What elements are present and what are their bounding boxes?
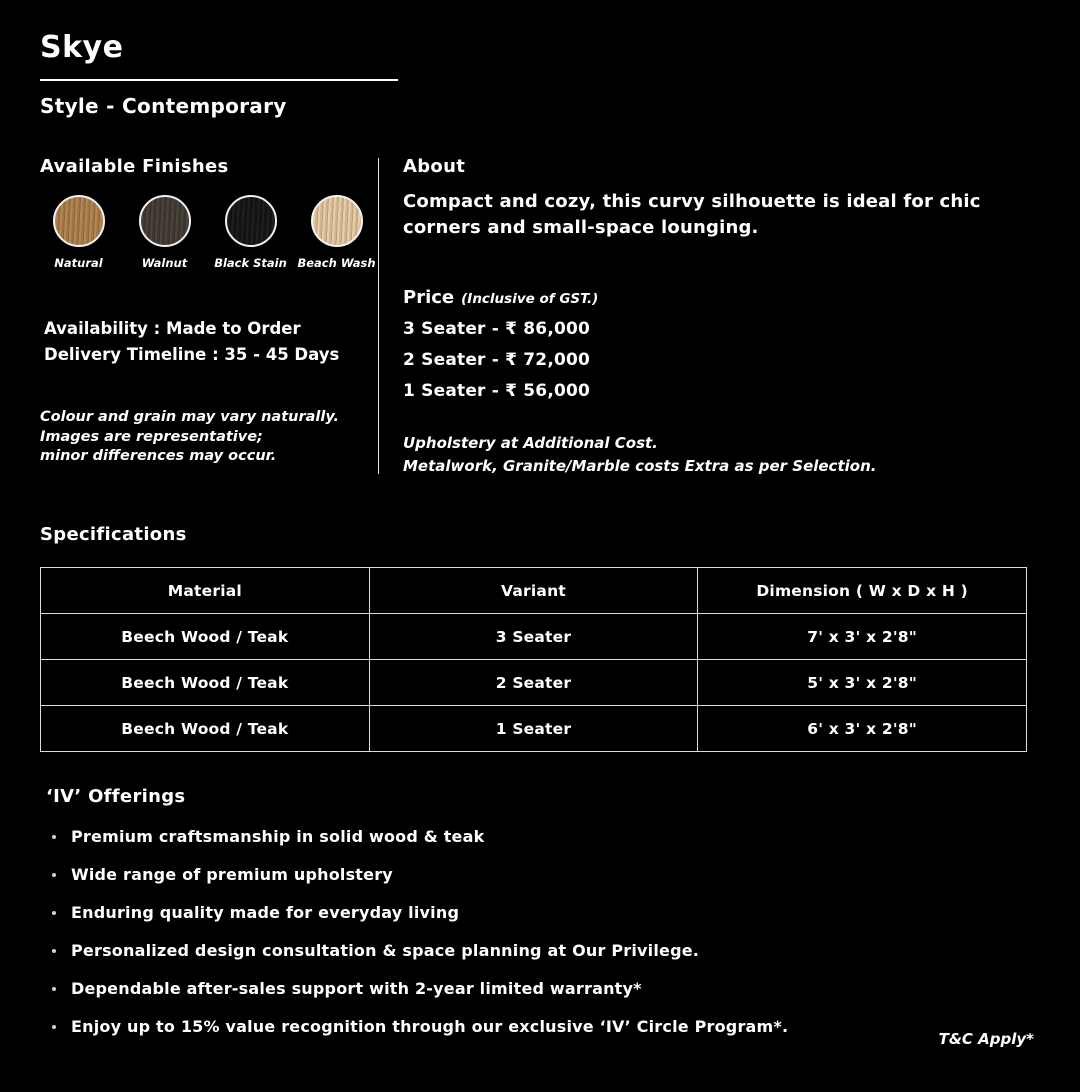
finish-swatch-natural	[53, 195, 105, 247]
list-item	[52, 865, 1040, 884]
bullet-icon	[52, 1025, 56, 1029]
cell-dimension: 6' x 3' x 2'8"	[698, 706, 1027, 752]
table-row	[41, 614, 1027, 660]
about-price-column	[379, 156, 1040, 478]
about-text: Compact and cozy, this curvy silhouette is ideal for chic corners and small-space lounging.	[403, 191, 981, 238]
finish-label: Walnut	[141, 256, 188, 270]
availability-line: Availability : Made to Order	[44, 319, 301, 338]
cell-material: Beech Wood / Teak	[41, 614, 370, 660]
list-item	[52, 903, 1040, 922]
offering-text: Enjoy up to 15% value recognition through our exclusive ‘IV’ Circle Program*.	[71, 1017, 789, 1036]
price-block	[403, 287, 1040, 401]
finish-item-black-stain	[212, 195, 289, 270]
cell-dimension: 7' x 3' x 2'8"	[698, 614, 1027, 660]
price-line-2-seater: 2 Seater - ₹ 72,000	[403, 350, 591, 370]
bullet-icon	[52, 949, 56, 953]
cell-variant: 2 Seater	[369, 660, 698, 706]
price-heading-row	[403, 287, 1040, 308]
title-underline	[40, 79, 398, 81]
finish-item-beach-wash	[298, 195, 375, 270]
cell-variant: 3 Seater	[369, 614, 698, 660]
price-disclaimer	[403, 432, 1040, 478]
specifications-heading: Specifications	[40, 524, 187, 545]
column-header-material: Material	[41, 568, 370, 614]
terms-note: T&C Apply*	[938, 1030, 1034, 1048]
list-item	[52, 827, 1040, 846]
table-row	[41, 706, 1027, 752]
finish-swatches	[40, 195, 378, 270]
bullet-icon	[52, 835, 56, 839]
column-header-variant: Variant	[369, 568, 698, 614]
column-header-dimension: Dimension ( W x D x H )	[698, 568, 1027, 614]
finish-swatch-beach-wash	[311, 195, 363, 247]
finish-disclaimer-line: minor differences may occur.	[40, 448, 277, 464]
gst-note: (Inclusive of GST.)	[461, 291, 599, 307]
offerings-section	[40, 786, 1040, 1036]
finishes-heading: Available Finishes	[40, 156, 229, 177]
finishes-column	[40, 156, 378, 478]
top-section	[40, 156, 1040, 478]
finish-disclaimer-line: Colour and grain may vary naturally.	[40, 409, 339, 425]
bullet-icon	[52, 873, 56, 877]
bullet-icon	[52, 987, 56, 991]
offering-text: Wide range of premium upholstery	[71, 865, 393, 884]
specifications-table	[40, 567, 1027, 752]
offerings-heading: ‘IV’ Offerings	[46, 786, 186, 807]
offering-text: Premium craftsmanship in solid wood & teak	[71, 827, 485, 846]
list-item	[52, 941, 1040, 960]
price-disclaimer-line: Upholstery at Additional Cost.	[403, 434, 658, 452]
offering-text: Dependable after-sales support with 2-year limited warranty*	[71, 979, 642, 998]
cell-material: Beech Wood / Teak	[41, 660, 370, 706]
product-title: Skye	[40, 30, 124, 65]
finish-label: Natural	[54, 256, 103, 270]
price-disclaimer-line: Metalwork, Granite/Marble costs Extra as per Selection.	[403, 457, 877, 475]
list-item	[52, 1017, 1040, 1036]
finish-label: Black Stain	[214, 256, 287, 270]
cell-dimension: 5' x 3' x 2'8"	[698, 660, 1027, 706]
cell-material: Beech Wood / Teak	[41, 706, 370, 752]
finish-label: Beach Wash	[297, 256, 376, 270]
finish-swatch-walnut	[139, 195, 191, 247]
availability-block	[40, 316, 378, 368]
offering-text: Enduring quality made for everyday living	[71, 903, 460, 922]
price-heading: Price	[403, 287, 455, 308]
finish-disclaimer	[40, 408, 378, 467]
style-subtitle: Style - Contemporary	[40, 94, 287, 118]
finish-item-natural	[40, 195, 117, 270]
finish-item-walnut	[126, 195, 203, 270]
about-heading: About	[403, 156, 466, 177]
price-line-1-seater: 1 Seater - ₹ 56,000	[403, 381, 591, 401]
table-header-row	[41, 568, 1027, 614]
delivery-line: Delivery Timeline : 35 - 45 Days	[44, 345, 340, 364]
cell-variant: 1 Seater	[369, 706, 698, 752]
bullet-icon	[52, 911, 56, 915]
finish-disclaimer-line: Images are representative;	[40, 428, 263, 445]
list-item	[52, 979, 1040, 998]
price-line-3-seater: 3 Seater - ₹ 86,000	[403, 319, 591, 339]
finish-swatch-black-stain	[225, 195, 277, 247]
table-row	[41, 660, 1027, 706]
offerings-list	[46, 827, 1040, 1036]
specifications-section	[40, 524, 1040, 752]
offering-text: Personalized design consultation & space planning at Our Privilege.	[71, 941, 700, 960]
